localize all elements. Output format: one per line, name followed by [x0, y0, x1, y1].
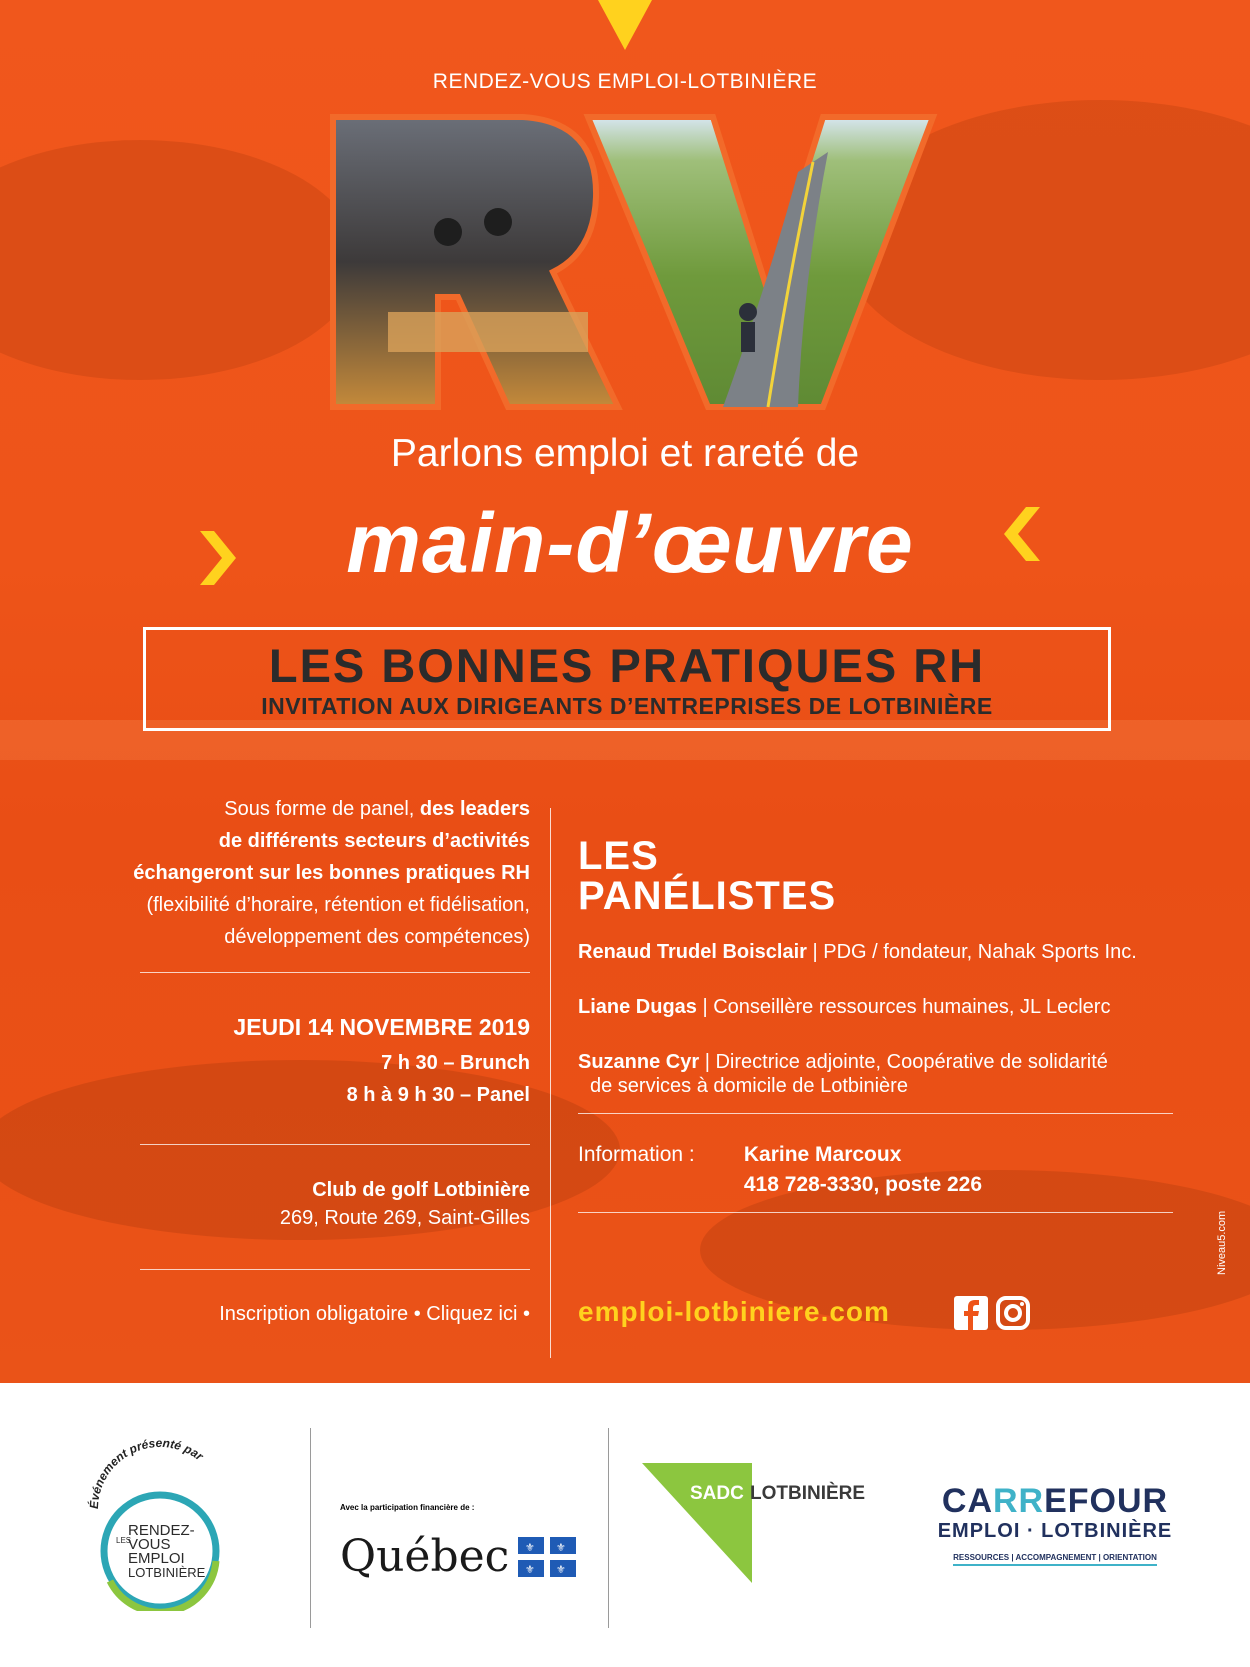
panelist [578, 1050, 1198, 1098]
column-divider [550, 808, 551, 1358]
event-times [60, 1047, 530, 1111]
cf-tags: RESSOURCES | ACCOMPAGNEMENT | ORIENTATION [953, 1553, 1157, 1566]
cf-ca: CA [941, 1482, 993, 1520]
venue [60, 1176, 530, 1232]
info-phone[interactable]: 418 728-3330, poste 226 [743, 1173, 983, 1196]
designer-credit: Niveau5.com [1216, 1210, 1228, 1275]
panel-title [578, 836, 836, 916]
rv-photo-letters [328, 112, 938, 412]
rendez-vous-logo[interactable] [80, 1431, 240, 1611]
top-chevron-icon [598, 0, 652, 50]
cf-subtitle: EMPLOI · LOTBINIÈRE [937, 1520, 1173, 1542]
panelist-name: Renaud Trudel Boisclair [578, 941, 807, 963]
qc-caption: Avec la participation financière de : [340, 1503, 475, 1512]
headline-wrap [200, 495, 1050, 595]
instagram-icon[interactable] [996, 1296, 1030, 1330]
subtitle: Parlons emploi et rareté de [390, 432, 860, 475]
intro-line4: (flexibilité d’horaire, rétention et fidélisation, [146, 894, 530, 916]
sadc-region: LOTBINIÈRE [750, 1483, 866, 1504]
panelist-role: | PDG / fondateur, Nahak Sports Inc. [806, 941, 1137, 963]
panelist-role-cont: de services à domicile de Lotbinière [590, 1075, 908, 1097]
sadc-text: SADC [690, 1483, 744, 1504]
event-date: JEUDI 14 NOVEMBRE 2019 [233, 1014, 530, 1040]
rv-line3: EMPLOI [128, 1550, 185, 1567]
chevron-right-icon [200, 531, 236, 585]
panelist [578, 940, 1198, 964]
sadc-logo[interactable] [642, 1463, 882, 1583]
headline: main-d’œuvre [346, 496, 914, 590]
qc-wordmark: Québec [340, 1531, 510, 1582]
svg-text:⚜: ⚜ [556, 1542, 566, 1554]
sponsor-strip [0, 1383, 1250, 1667]
sponsor-divider [608, 1428, 609, 1628]
letter-r-photo [333, 117, 618, 407]
info-name: Karine Marcoux [743, 1143, 902, 1166]
rv-line4: LOTBINIÈRE [128, 1565, 206, 1580]
brand-line: RENDEZ-VOUS EMPLOI-LOTBINIÈRE [432, 70, 818, 93]
svg-text:⚜: ⚜ [525, 1564, 535, 1576]
intro-bold2: de différents secteurs d’activités [218, 830, 530, 852]
rv-les: LES [116, 1536, 132, 1545]
svg-text:⚜: ⚜ [556, 1564, 566, 1576]
svg-text:⚜: ⚜ [525, 1542, 535, 1554]
chevron-left-icon [1004, 507, 1040, 561]
rv-line1: RENDEZ- [128, 1522, 195, 1539]
facebook-icon[interactable] [954, 1296, 988, 1330]
sponsor-divider [310, 1428, 311, 1628]
divider-line [140, 972, 530, 973]
time-brunch: 7 h 30 – Brunch [381, 1052, 530, 1074]
time-panel: 8 h à 9 h 30 – Panel [346, 1084, 530, 1106]
panelist [578, 995, 1198, 1019]
carrefour-logo[interactable] [935, 1483, 1175, 1593]
venue-address: 269, Route 269, Saint-Gilles [279, 1207, 530, 1229]
box-subtitle: INVITATION AUX DIRIGEANTS D’ENTREPRISES DE LOTBINIÈRE [261, 693, 993, 719]
cf-efour: EFOUR [1044, 1482, 1169, 1520]
quebec-logo[interactable] [340, 1503, 580, 1593]
rv-arc-text: Événement présenté par [86, 1435, 206, 1510]
panelist-role: | Directrice adjointe, Coopérative de solidarité [699, 1051, 1108, 1073]
intro-part1: Sous forme de panel, [224, 798, 420, 820]
divider-line [578, 1212, 1173, 1213]
intro-text [60, 793, 530, 953]
rv-line2: VOUS [128, 1536, 171, 1553]
website-link[interactable]: emploi-lotbiniere.com [578, 1296, 890, 1327]
panelist-name: Suzanne Cyr [578, 1051, 700, 1073]
intro-bold1: des leaders [419, 798, 530, 820]
info-block [578, 1140, 982, 1200]
panelist-name: Liane Dugas [578, 996, 697, 1018]
intro-bold3: échangeront sur les bonnes pratiques RH [133, 862, 530, 884]
info-label: Information : [578, 1143, 695, 1166]
venue-name: Club de golf Lotbinière [312, 1179, 530, 1201]
inscription-link[interactable]: Inscription obligatoire • Cliquez ici • [219, 1303, 530, 1325]
divider-line [140, 1144, 530, 1145]
panel-title-line2: PANÉLISTES [578, 874, 837, 918]
title-box [143, 627, 1111, 731]
panelist-role: | Conseillère ressources humaines, JL Leclerc [696, 996, 1111, 1018]
intro-line5: développement des compétences) [224, 926, 530, 948]
box-title: LES BONNES PRATIQUES RH [268, 639, 986, 692]
cf-rr: RR [993, 1482, 1045, 1520]
sadc-shape-icon [642, 1463, 762, 1583]
divider-line [578, 1113, 1173, 1114]
divider-line [140, 1269, 530, 1270]
panel-title-line1: LES [578, 834, 659, 878]
quebec-flag-icon [518, 1537, 576, 1577]
